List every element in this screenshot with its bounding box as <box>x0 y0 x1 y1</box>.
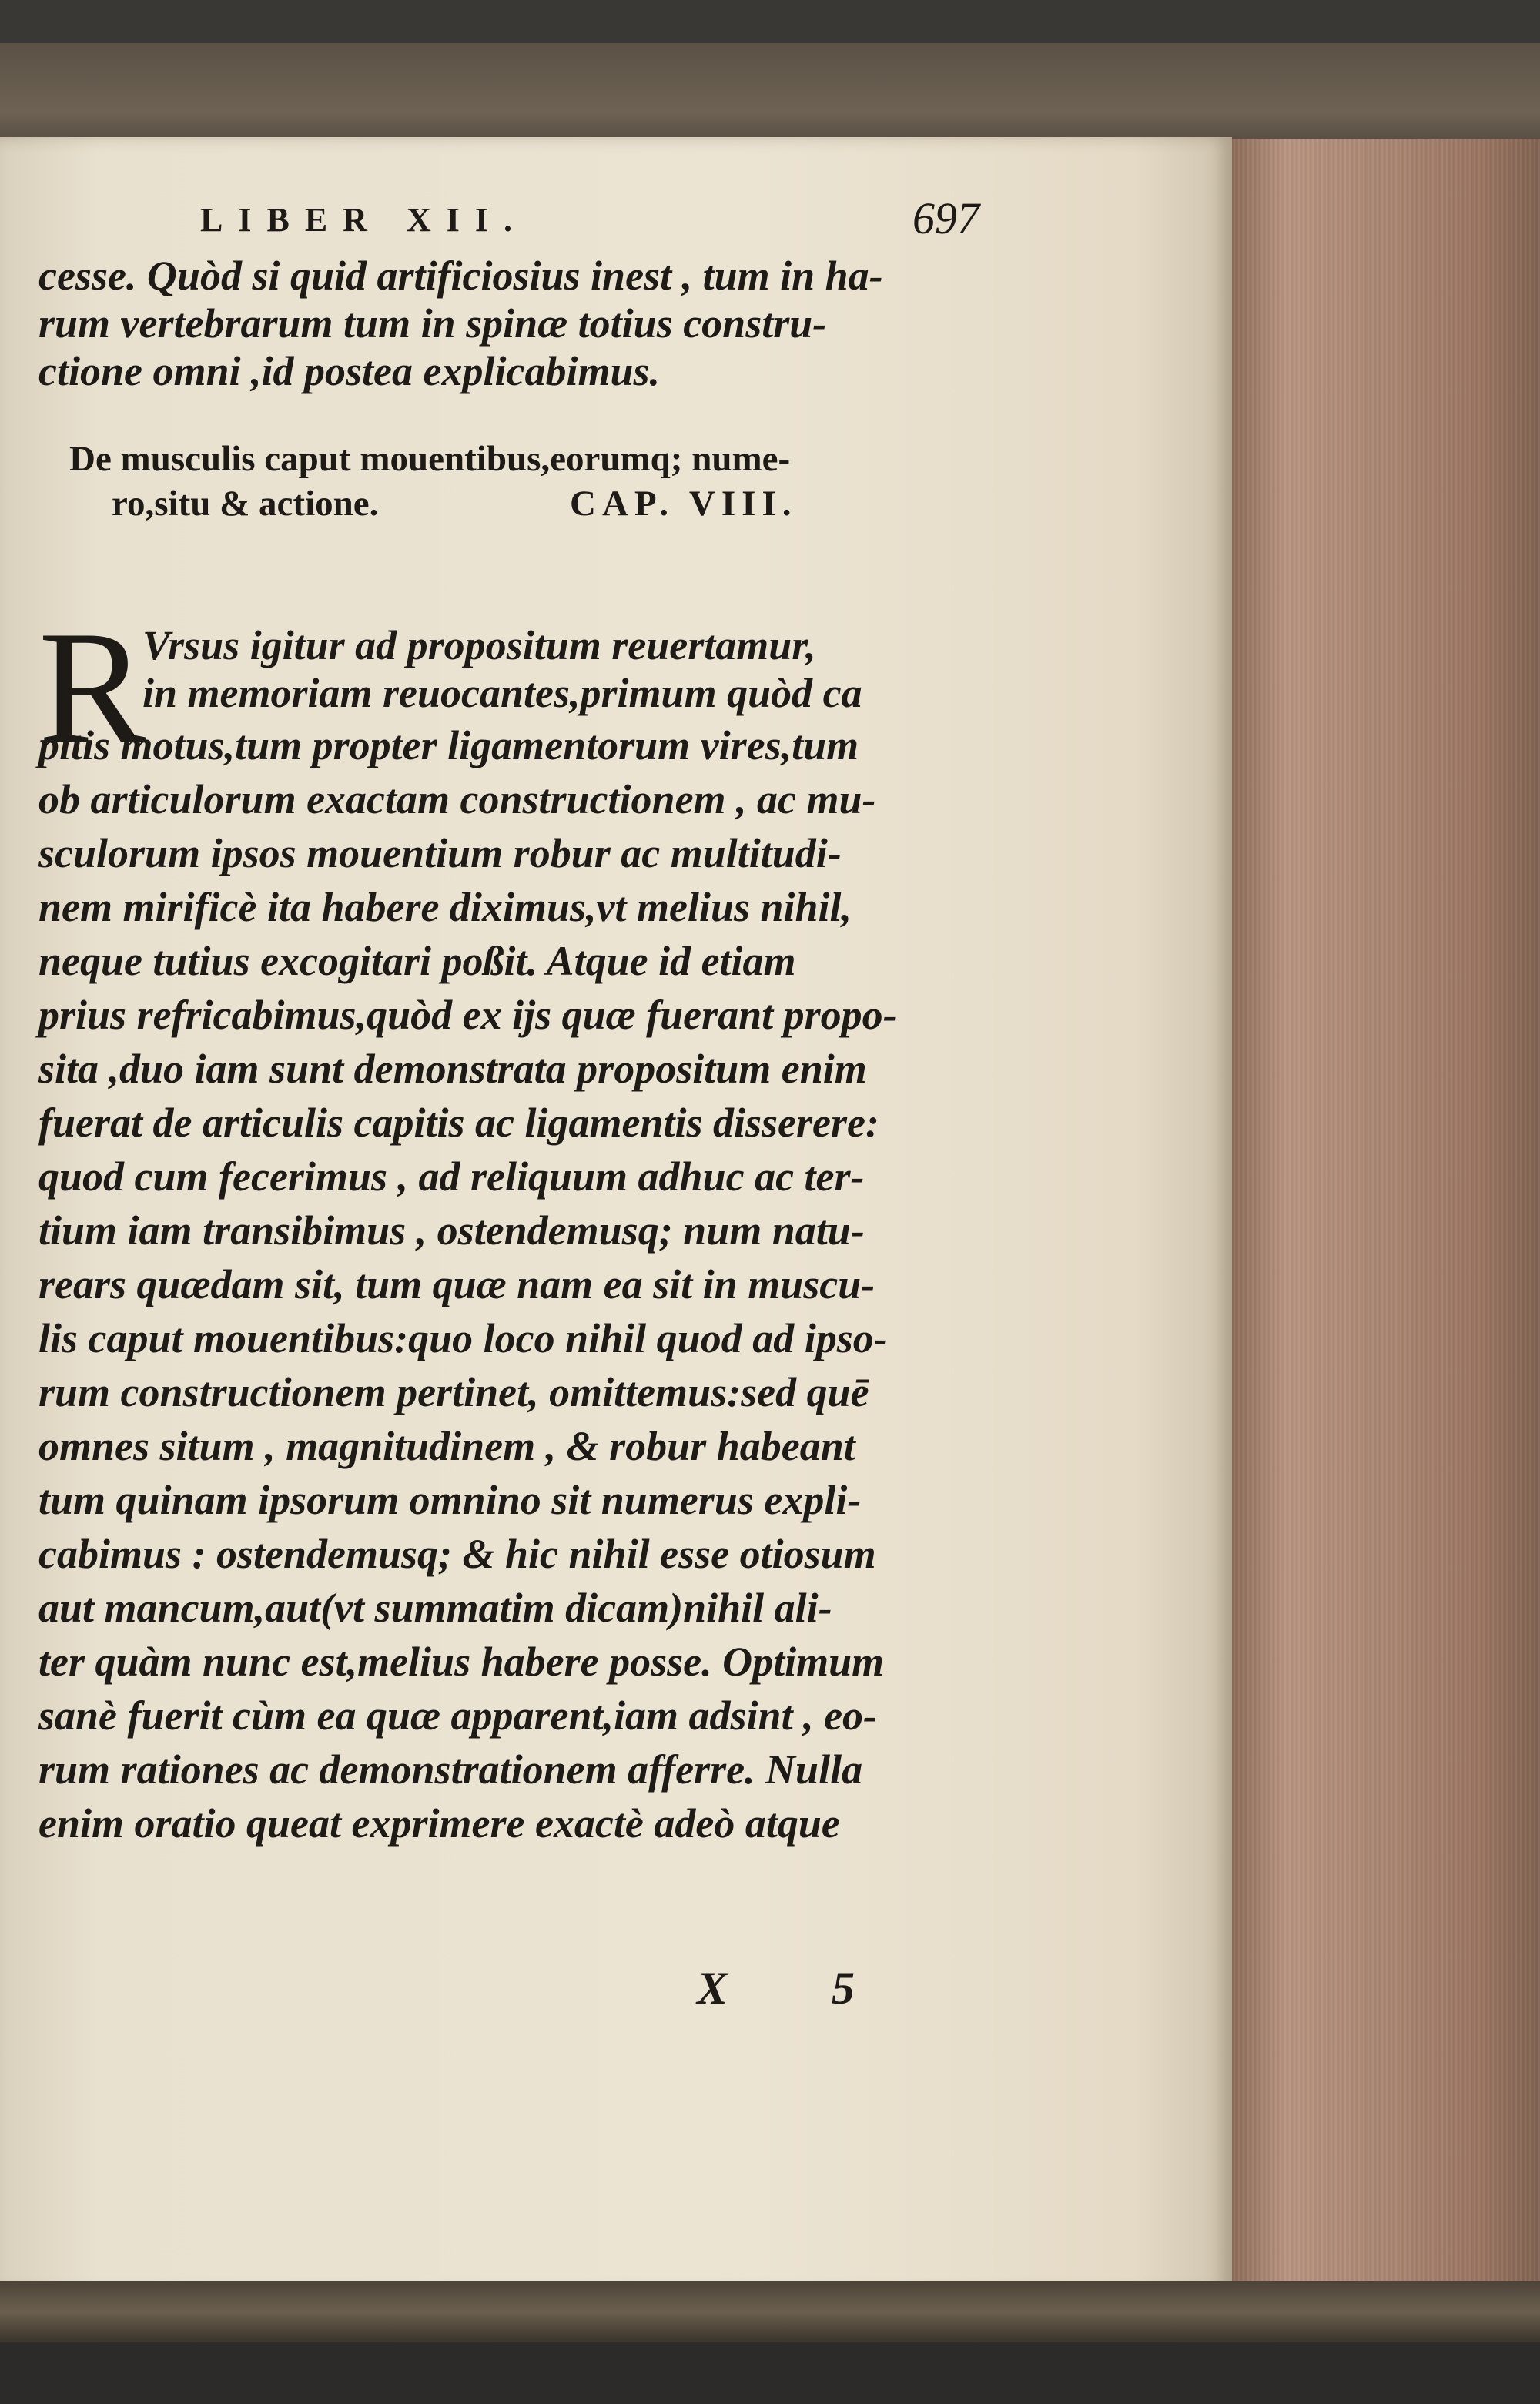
page-number: 697 <box>912 193 979 243</box>
body-line: lis caput mouentibus:quo loco nihil quod ad ipso- <box>38 1315 888 1361</box>
body-line: pitis motus,tum propter ligamentorum vires,tum <box>38 722 859 768</box>
body-line: nem mirificè ita habere diximus,vt melius nihil, <box>38 884 852 930</box>
body-line: ob articulorum exactam constructionem , ac mu- <box>38 776 876 822</box>
body-line: enim oratio queat exprimere exactè adeò atque <box>38 1800 840 1847</box>
drop-capital: R <box>38 598 147 777</box>
chapter-heading-line-1: De musculis caput mouentibus,eorumq; nume- <box>69 439 791 479</box>
book-page <box>0 137 1232 2293</box>
intro-line: cesse. Quòd si quid artificiosius inest , tum in ha- <box>38 253 883 299</box>
body-line: aut mancum,aut(vt summatim dicam)nihil ali- <box>38 1585 832 1631</box>
body-line: sculorum ipsos mouentium robur ac multitudi- <box>38 830 842 876</box>
intro-line: rum vertebrarum tum in spinæ totius constru- <box>38 300 827 347</box>
signature-mark: X 5 <box>697 1963 902 2014</box>
chapter-heading-line-2: ro,situ & actione. <box>112 484 379 524</box>
page-fore-edge <box>1224 139 1540 2287</box>
body-line: prius refricabimus,quòd ex ijs quæ fuerant propo- <box>38 992 897 1038</box>
book-cover-bottom-edge <box>0 2281 1540 2342</box>
body-line: fuerat de articulis capitis ac ligamentis disserere: <box>38 1100 879 1146</box>
intro-line: ctione omni ,id postea explicabimus. <box>38 348 660 394</box>
page-text <box>0 137 1232 2293</box>
body-line: neque tutius excogitari poßit. Atque id etiam <box>38 938 796 984</box>
body-line: quod cum fecerimus , ad reliquum adhuc ac ter- <box>38 1153 865 1200</box>
body-line: omnes situm , magnitudinem , & robur habeant <box>38 1423 855 1469</box>
body-line: tum quinam ipsorum omnino sit numerus expli- <box>38 1477 862 1523</box>
body-line: rum constructionem pertinet, omittemus:sed quē <box>38 1369 869 1415</box>
body-line: Vrsus igitur ad propositum reuertamur, <box>142 622 816 668</box>
body-line: tium iam transibimus , ostendemusq; num natu- <box>38 1207 865 1254</box>
body-line: ter quàm nunc est,melius habere posse. Optimum <box>38 1639 885 1685</box>
running-head: LIBER XII. <box>200 201 527 239</box>
body-line: sita ,duo iam sunt demonstrata propositum enim <box>38 1046 867 1092</box>
body-line: in memoriam reuocantes,primum quòd ca <box>142 670 862 716</box>
body-line: cabimus : ostendemusq; & hic nihil esse otiosum <box>38 1531 876 1577</box>
body-line: rears quædam sit, tum quæ nam ea sit in muscu- <box>38 1261 875 1307</box>
body-line: rum rationes ac demonstrationem afferre. Nulla <box>38 1746 863 1793</box>
body-line: sanè fuerit cùm ea quæ apparent,iam adsint , eo- <box>38 1693 878 1739</box>
chapter-label: CAP. VIII. <box>570 484 798 524</box>
